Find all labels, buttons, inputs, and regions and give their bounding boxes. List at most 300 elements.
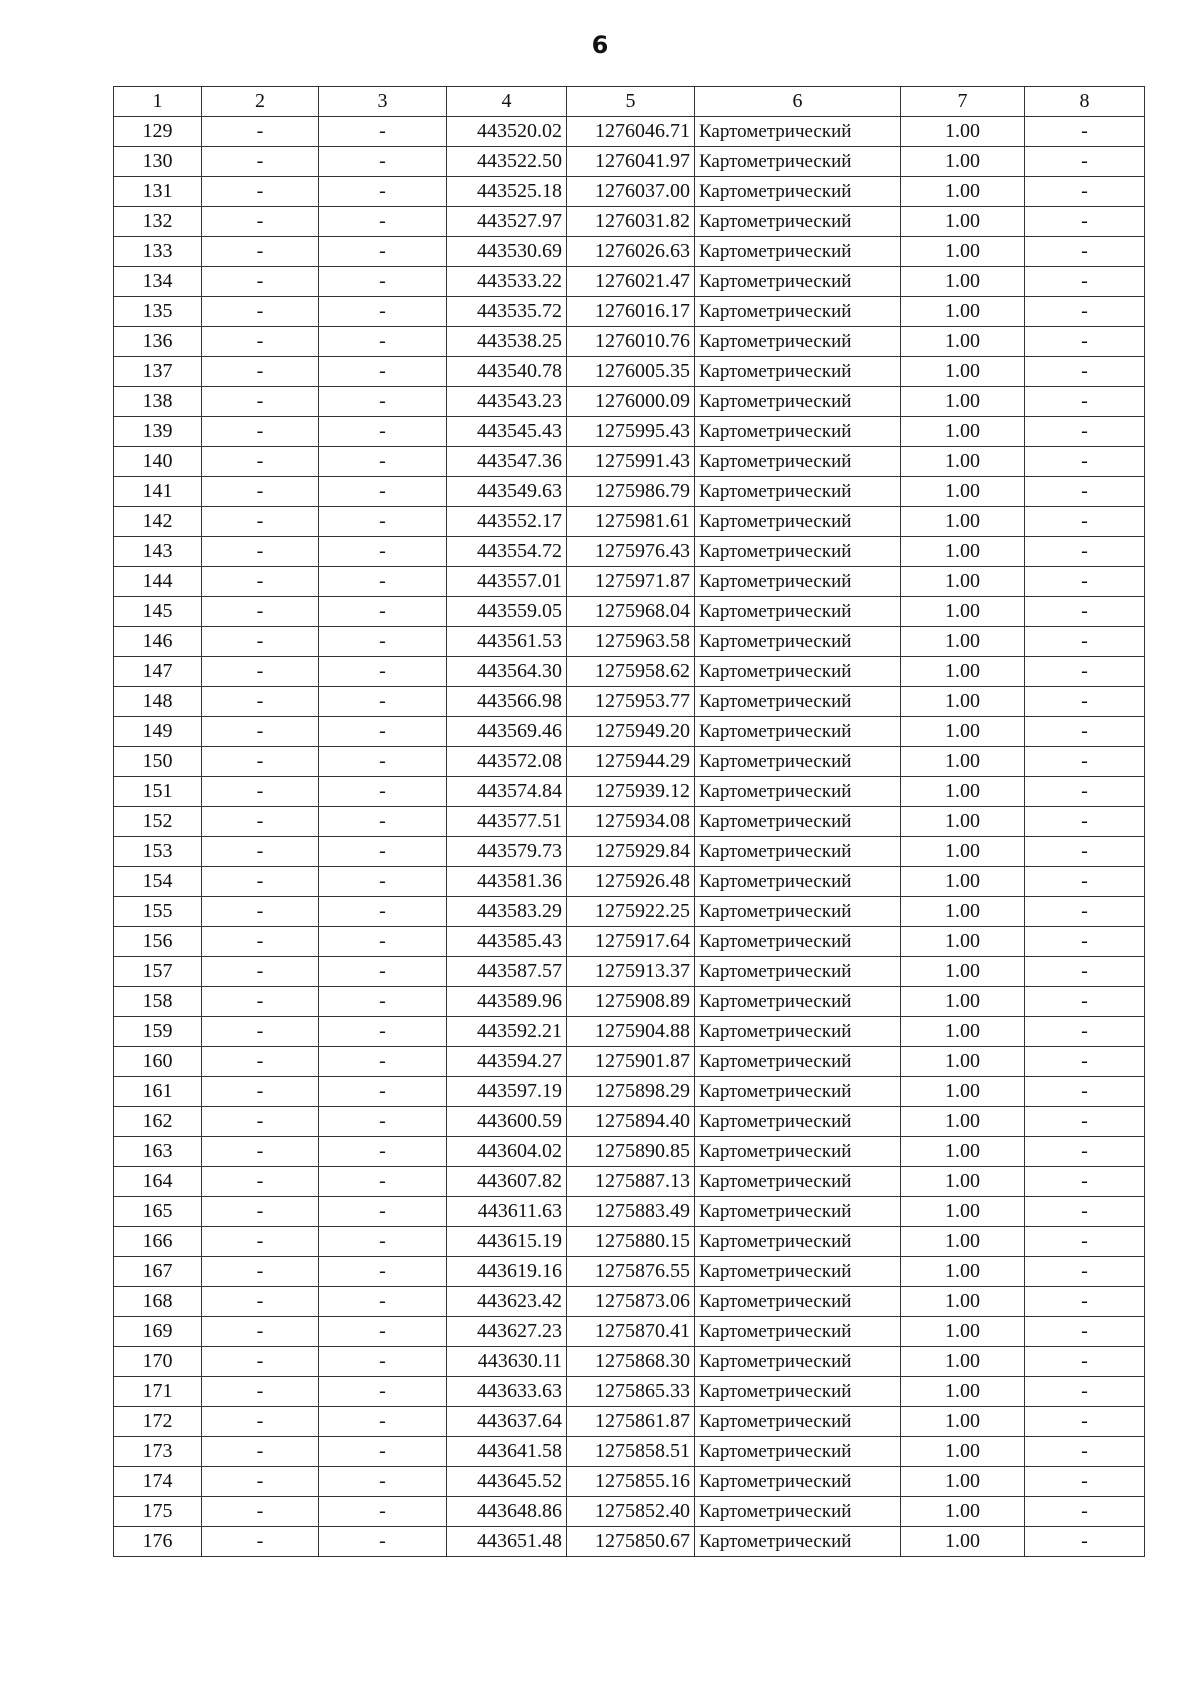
- table-cell: -: [1025, 447, 1145, 477]
- table-cell: 1.00: [901, 897, 1025, 927]
- table-cell: 1.00: [901, 867, 1025, 897]
- table-row: [114, 177, 1145, 207]
- table-cell: -: [319, 1437, 447, 1467]
- table-cell: 1275901.87: [567, 1047, 695, 1077]
- table-cell: -: [1025, 207, 1145, 237]
- table-cell: -: [202, 1227, 319, 1257]
- table-row: [114, 1437, 1145, 1467]
- table-cell: 141: [114, 477, 202, 507]
- table-cell: 162: [114, 1107, 202, 1137]
- table-cell: -: [319, 1287, 447, 1317]
- table-row: [114, 1377, 1145, 1407]
- column-header: 8: [1025, 87, 1145, 117]
- table-cell: -: [1025, 1107, 1145, 1137]
- table-cell: 163: [114, 1137, 202, 1167]
- table-cell: Картометрический: [695, 687, 901, 717]
- table-cell: 1275890.85: [567, 1137, 695, 1167]
- table-cell: 443592.21: [447, 1017, 567, 1047]
- table-cell: -: [1025, 357, 1145, 387]
- table-cell: 130: [114, 147, 202, 177]
- table-cell: 1276010.76: [567, 327, 695, 357]
- column-header: 7: [901, 87, 1025, 117]
- table-cell: -: [1025, 507, 1145, 537]
- table-row: [114, 1497, 1145, 1527]
- table-cell: 1275995.43: [567, 417, 695, 447]
- table-cell: 147: [114, 657, 202, 687]
- table-cell: -: [202, 567, 319, 597]
- table-cell: 1275981.61: [567, 507, 695, 537]
- table-body: [114, 117, 1145, 1557]
- table-cell: Картометрический: [695, 717, 901, 747]
- table-cell: Картометрический: [695, 1167, 901, 1197]
- table-cell: 443520.02: [447, 117, 567, 147]
- table-cell: -: [202, 1107, 319, 1137]
- table-cell: 1.00: [901, 357, 1025, 387]
- table-cell: 1.00: [901, 837, 1025, 867]
- table-cell: -: [1025, 1257, 1145, 1287]
- table-cell: 1.00: [901, 177, 1025, 207]
- table-cell: -: [1025, 1047, 1145, 1077]
- table-cell: -: [319, 1197, 447, 1227]
- table-row: [114, 897, 1145, 927]
- table-cell: 443611.63: [447, 1197, 567, 1227]
- table-cell: -: [1025, 177, 1145, 207]
- table-cell: -: [319, 327, 447, 357]
- table-row: [114, 447, 1145, 477]
- table-cell: 165: [114, 1197, 202, 1227]
- table-cell: -: [1025, 1497, 1145, 1527]
- table-cell: Картометрический: [695, 1017, 901, 1047]
- table-cell: 1275868.30: [567, 1347, 695, 1377]
- table-cell: -: [319, 1167, 447, 1197]
- table-cell: Картометрический: [695, 327, 901, 357]
- table-row: [114, 117, 1145, 147]
- table-cell: 143: [114, 537, 202, 567]
- table-cell: -: [202, 927, 319, 957]
- table-cell: 1275873.06: [567, 1287, 695, 1317]
- table-cell: Картометрический: [695, 297, 901, 327]
- table-cell: -: [319, 177, 447, 207]
- table-cell: 443552.17: [447, 507, 567, 537]
- table-cell: 154: [114, 867, 202, 897]
- table-row: [114, 237, 1145, 267]
- table-cell: 1276005.35: [567, 357, 695, 387]
- column-header: 6: [695, 87, 901, 117]
- table-cell: -: [202, 717, 319, 747]
- table-cell: 157: [114, 957, 202, 987]
- table-cell: -: [1025, 1527, 1145, 1557]
- table-cell: -: [202, 417, 319, 447]
- table-cell: -: [1025, 1377, 1145, 1407]
- table-cell: 443600.59: [447, 1107, 567, 1137]
- table-cell: -: [319, 447, 447, 477]
- table-cell: -: [202, 447, 319, 477]
- table-cell: -: [1025, 417, 1145, 447]
- table-row: [114, 1107, 1145, 1137]
- table-cell: -: [202, 777, 319, 807]
- table-cell: -: [319, 417, 447, 447]
- table-cell: 443535.72: [447, 297, 567, 327]
- table-cell: -: [319, 1527, 447, 1557]
- table-cell: 1.00: [901, 1497, 1025, 1527]
- table-cell: -: [1025, 627, 1145, 657]
- table-cell: -: [1025, 327, 1145, 357]
- table-row: [114, 1287, 1145, 1317]
- table-cell: 1.00: [901, 1287, 1025, 1317]
- table-cell: Картометрический: [695, 1467, 901, 1497]
- table-cell: Картометрический: [695, 507, 901, 537]
- table-cell: 443651.48: [447, 1527, 567, 1557]
- table-cell: 1275883.49: [567, 1197, 695, 1227]
- table-cell: -: [1025, 687, 1145, 717]
- table-cell: 1275908.89: [567, 987, 695, 1017]
- table-cell: 1.00: [901, 1407, 1025, 1437]
- table-cell: 1.00: [901, 1017, 1025, 1047]
- table-cell: -: [1025, 267, 1145, 297]
- table-cell: -: [1025, 1467, 1145, 1497]
- table-cell: -: [202, 1047, 319, 1077]
- table-cell: -: [319, 837, 447, 867]
- table-cell: Картометрический: [695, 897, 901, 927]
- table-cell: -: [1025, 1317, 1145, 1347]
- table-cell: 1275958.62: [567, 657, 695, 687]
- table-cell: 164: [114, 1167, 202, 1197]
- table-cell: -: [202, 1407, 319, 1437]
- table-cell: -: [202, 117, 319, 147]
- table-cell: 1275929.84: [567, 837, 695, 867]
- table-cell: Картометрический: [695, 1107, 901, 1137]
- table-row: [114, 567, 1145, 597]
- table-cell: 1275898.29: [567, 1077, 695, 1107]
- table-cell: -: [319, 657, 447, 687]
- table-cell: -: [319, 537, 447, 567]
- table-cell: 1.00: [901, 267, 1025, 297]
- table-cell: 134: [114, 267, 202, 297]
- table-cell: -: [319, 717, 447, 747]
- table-cell: Картометрический: [695, 1197, 901, 1227]
- table-cell: -: [202, 1287, 319, 1317]
- table-cell: 174: [114, 1467, 202, 1497]
- table-cell: Картометрический: [695, 147, 901, 177]
- table-row: [114, 687, 1145, 717]
- table-cell: -: [1025, 807, 1145, 837]
- table-row: [114, 1317, 1145, 1347]
- table-cell: Картометрический: [695, 1227, 901, 1257]
- table-cell: -: [319, 1347, 447, 1377]
- table-cell: 139: [114, 417, 202, 447]
- table-cell: 170: [114, 1347, 202, 1377]
- table-cell: Картометрический: [695, 477, 901, 507]
- table-cell: 158: [114, 987, 202, 1017]
- table-cell: 137: [114, 357, 202, 387]
- table-cell: 443641.58: [447, 1437, 567, 1467]
- table-cell: Картометрический: [695, 177, 901, 207]
- table-cell: 1.00: [901, 927, 1025, 957]
- table-cell: -: [319, 117, 447, 147]
- table-row: [114, 1467, 1145, 1497]
- table-cell: 150: [114, 747, 202, 777]
- table-row: [114, 1257, 1145, 1287]
- table-cell: 1275894.40: [567, 1107, 695, 1137]
- table-cell: -: [1025, 597, 1145, 627]
- table-cell: 1275913.37: [567, 957, 695, 987]
- table-cell: 1.00: [901, 1107, 1025, 1137]
- table-cell: 1275944.29: [567, 747, 695, 777]
- table-cell: Картометрический: [695, 267, 901, 297]
- table-cell: 151: [114, 777, 202, 807]
- table-cell: 1275870.41: [567, 1317, 695, 1347]
- table-cell: 1.00: [901, 447, 1025, 477]
- table-cell: 443574.84: [447, 777, 567, 807]
- table-cell: Картометрический: [695, 1377, 901, 1407]
- table-cell: Картометрический: [695, 1317, 901, 1347]
- table-cell: Картометрический: [695, 867, 901, 897]
- table-cell: -: [319, 1407, 447, 1437]
- table-cell: -: [1025, 1197, 1145, 1227]
- table-row: [114, 1197, 1145, 1227]
- table-cell: -: [1025, 897, 1145, 927]
- table-cell: 1.00: [901, 807, 1025, 837]
- table-cell: -: [319, 747, 447, 777]
- table-row: [114, 207, 1145, 237]
- table-cell: 443630.11: [447, 1347, 567, 1377]
- table-cell: 443615.19: [447, 1227, 567, 1257]
- table-cell: -: [319, 1467, 447, 1497]
- table-cell: 135: [114, 297, 202, 327]
- table-cell: 1.00: [901, 957, 1025, 987]
- table-row: [114, 927, 1145, 957]
- table-cell: 443554.72: [447, 537, 567, 567]
- table-cell: 171: [114, 1377, 202, 1407]
- table-cell: 443623.42: [447, 1287, 567, 1317]
- table-cell: -: [319, 1377, 447, 1407]
- table-cell: 1.00: [901, 1047, 1025, 1077]
- table-cell: 443543.23: [447, 387, 567, 417]
- table-cell: -: [202, 327, 319, 357]
- table-cell: 443637.64: [447, 1407, 567, 1437]
- column-header: 2: [202, 87, 319, 117]
- table-cell: 443585.43: [447, 927, 567, 957]
- table-cell: 1275861.87: [567, 1407, 695, 1437]
- table-cell: 443533.22: [447, 267, 567, 297]
- table-cell: 1276026.63: [567, 237, 695, 267]
- table-cell: -: [319, 897, 447, 927]
- table-cell: -: [1025, 297, 1145, 327]
- table-cell: -: [202, 987, 319, 1017]
- table-row: [114, 957, 1145, 987]
- table-cell: 1.00: [901, 1197, 1025, 1227]
- table-cell: Картометрический: [695, 1497, 901, 1527]
- table-cell: Картометрический: [695, 1137, 901, 1167]
- table-cell: 443549.63: [447, 477, 567, 507]
- column-header: 3: [319, 87, 447, 117]
- table-cell: 1275953.77: [567, 687, 695, 717]
- table-cell: Картометрический: [695, 387, 901, 417]
- table-row: [114, 1227, 1145, 1257]
- table-cell: Картометрический: [695, 207, 901, 237]
- table-cell: -: [202, 1197, 319, 1227]
- table-cell: 443538.25: [447, 327, 567, 357]
- table-cell: 443540.78: [447, 357, 567, 387]
- table-cell: 176: [114, 1527, 202, 1557]
- table-row: [114, 357, 1145, 387]
- table-cell: -: [202, 1497, 319, 1527]
- table-cell: 443583.29: [447, 897, 567, 927]
- table-cell: 153: [114, 837, 202, 867]
- table-cell: 166: [114, 1227, 202, 1257]
- table-cell: 1276037.00: [567, 177, 695, 207]
- table-cell: 140: [114, 447, 202, 477]
- table-cell: 443633.63: [447, 1377, 567, 1407]
- table-cell: 149: [114, 717, 202, 747]
- table-cell: 1.00: [901, 297, 1025, 327]
- table-cell: Картометрический: [695, 447, 901, 477]
- table-row: [114, 1527, 1145, 1557]
- table-row: [114, 1167, 1145, 1197]
- table-cell: -: [202, 237, 319, 267]
- table-cell: 443572.08: [447, 747, 567, 777]
- table-cell: -: [319, 507, 447, 537]
- table-row: [114, 867, 1145, 897]
- table-cell: -: [1025, 1437, 1145, 1467]
- table-cell: 1.00: [901, 1527, 1025, 1557]
- table-cell: Картометрический: [695, 1437, 901, 1467]
- table-cell: -: [319, 927, 447, 957]
- table-row: [114, 147, 1145, 177]
- table-cell: -: [202, 627, 319, 657]
- table-cell: 148: [114, 687, 202, 717]
- table-row: [114, 1137, 1145, 1167]
- table-cell: 443577.51: [447, 807, 567, 837]
- table-row: [114, 657, 1145, 687]
- table-cell: 161: [114, 1077, 202, 1107]
- table-cell: -: [1025, 1287, 1145, 1317]
- table-cell: 1275949.20: [567, 717, 695, 747]
- table-cell: 1.00: [901, 327, 1025, 357]
- table-cell: 131: [114, 177, 202, 207]
- table-cell: -: [1025, 537, 1145, 567]
- table-cell: Картометрический: [695, 1407, 901, 1437]
- table-cell: 1275963.58: [567, 627, 695, 657]
- table-cell: 1275926.48: [567, 867, 695, 897]
- table-row: [114, 507, 1145, 537]
- table-cell: 132: [114, 207, 202, 237]
- table-cell: -: [319, 957, 447, 987]
- table-cell: Картометрический: [695, 1347, 901, 1377]
- table-row: [114, 477, 1145, 507]
- table-cell: 1.00: [901, 507, 1025, 537]
- table-cell: 443557.01: [447, 567, 567, 597]
- table-cell: 1.00: [901, 1317, 1025, 1347]
- table-cell: 1.00: [901, 477, 1025, 507]
- table-cell: 443561.53: [447, 627, 567, 657]
- table-cell: -: [202, 1467, 319, 1497]
- table-cell: 144: [114, 567, 202, 597]
- table-cell: -: [202, 1527, 319, 1557]
- table-cell: 1.00: [901, 1077, 1025, 1107]
- table-row: [114, 387, 1145, 417]
- table-cell: 1276031.82: [567, 207, 695, 237]
- table-cell: -: [202, 1317, 319, 1347]
- table-cell: 1275917.64: [567, 927, 695, 957]
- table-cell: 443564.30: [447, 657, 567, 687]
- table-cell: 443547.36: [447, 447, 567, 477]
- table-cell: 443645.52: [447, 1467, 567, 1497]
- table-cell: 175: [114, 1497, 202, 1527]
- table-cell: 443587.57: [447, 957, 567, 987]
- table-row: [114, 777, 1145, 807]
- table-row: [114, 267, 1145, 297]
- table-cell: 1275976.43: [567, 537, 695, 567]
- table-cell: -: [319, 687, 447, 717]
- table-cell: -: [319, 1317, 447, 1347]
- column-header: 1: [114, 87, 202, 117]
- table-cell: 1.00: [901, 987, 1025, 1017]
- table-row: [114, 717, 1145, 747]
- table-cell: 138: [114, 387, 202, 417]
- table-cell: 443597.19: [447, 1077, 567, 1107]
- table-cell: 145: [114, 597, 202, 627]
- table-cell: 443619.16: [447, 1257, 567, 1287]
- table-cell: 443579.73: [447, 837, 567, 867]
- table-row: [114, 417, 1145, 447]
- table-cell: 142: [114, 507, 202, 537]
- table-cell: -: [1025, 1137, 1145, 1167]
- table-row: [114, 297, 1145, 327]
- table-row: [114, 1077, 1145, 1107]
- table-cell: -: [1025, 777, 1145, 807]
- table-cell: 443604.02: [447, 1137, 567, 1167]
- table-cell: 1275880.15: [567, 1227, 695, 1257]
- table-cell: -: [1025, 567, 1145, 597]
- table-cell: -: [319, 1017, 447, 1047]
- table-cell: -: [202, 1137, 319, 1167]
- table-cell: 1275971.87: [567, 567, 695, 597]
- table-cell: Картометрический: [695, 1287, 901, 1317]
- table-cell: 1275887.13: [567, 1167, 695, 1197]
- table-row: [114, 807, 1145, 837]
- table-cell: 443522.50: [447, 147, 567, 177]
- table-cell: -: [202, 507, 319, 537]
- table-cell: -: [202, 1077, 319, 1107]
- table-cell: -: [202, 1257, 319, 1287]
- table-cell: Картометрический: [695, 117, 901, 147]
- table-cell: -: [319, 1137, 447, 1167]
- table-cell: 1.00: [901, 1227, 1025, 1257]
- table-cell: 156: [114, 927, 202, 957]
- table-cell: 1.00: [901, 657, 1025, 687]
- table-cell: Картометрический: [695, 567, 901, 597]
- table-cell: -: [202, 387, 319, 417]
- table-cell: 146: [114, 627, 202, 657]
- table-cell: -: [1025, 1077, 1145, 1107]
- table-header-row: [114, 87, 1145, 117]
- table-cell: -: [202, 477, 319, 507]
- table-cell: -: [1025, 657, 1145, 687]
- table-cell: Картометрический: [695, 1527, 901, 1557]
- table-cell: -: [202, 267, 319, 297]
- table-cell: 1276041.97: [567, 147, 695, 177]
- table-cell: Картометрический: [695, 417, 901, 447]
- table-cell: Картометрический: [695, 237, 901, 267]
- table-cell: 160: [114, 1047, 202, 1077]
- table-cell: -: [1025, 1407, 1145, 1437]
- table-cell: -: [319, 477, 447, 507]
- table-cell: 1.00: [901, 567, 1025, 597]
- table-cell: 173: [114, 1437, 202, 1467]
- table-cell: -: [319, 807, 447, 837]
- table-cell: -: [319, 1497, 447, 1527]
